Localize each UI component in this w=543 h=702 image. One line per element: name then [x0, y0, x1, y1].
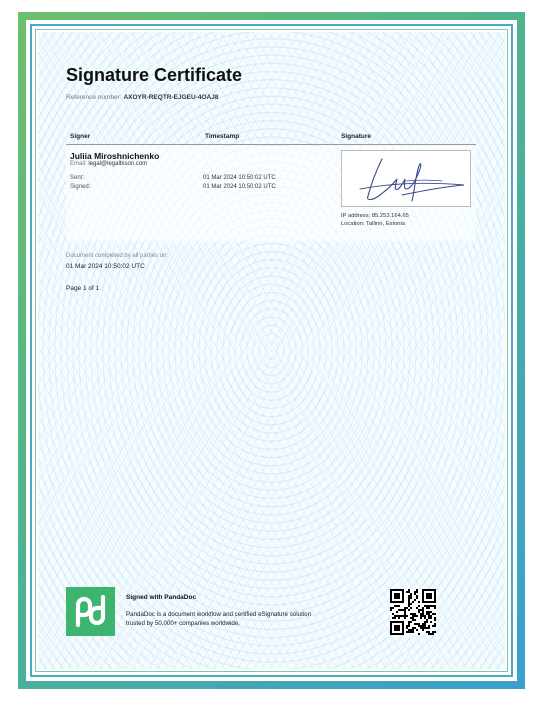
- page-number: Page 1 of 1: [66, 285, 100, 292]
- header-timestamp: Timestamp: [205, 133, 240, 140]
- sent-label: Sent:: [70, 175, 85, 181]
- completed-label: Document completed by all parties on:: [66, 253, 169, 259]
- pandadoc-title: Signed with PandaDoc: [126, 594, 197, 601]
- header-signer: Signer: [70, 133, 91, 140]
- signed-timestamp: 01 Mar 2024 10:50:02 UTC: [203, 184, 276, 190]
- signer-name: Juliia Miroshnichenko: [70, 151, 160, 161]
- page-title: Signature Certificate: [66, 65, 243, 85]
- reference-number: [66, 94, 218, 101]
- reference-value: AXOYR-REQTR-EJGEU-4OAJ8: [123, 94, 219, 101]
- pandadoc-description: PandaDoc is a document workflow and certified eSignature solution trusted by 50,000+ companies worldwide.: [126, 611, 312, 627]
- signer-email: [70, 161, 147, 167]
- signers-table-header: [66, 130, 476, 145]
- email-value: legal@legalbison.com: [88, 161, 148, 167]
- signer-ip-address: IP address: 85.253.164.65: [341, 213, 409, 219]
- qr-code-icon: [390, 589, 436, 635]
- sent-timestamp: 01 Mar 2024 10:50:02 UTC: [203, 175, 276, 181]
- signature-image: [341, 150, 471, 207]
- signed-label: Signed:: [70, 184, 91, 190]
- reference-label: Reference number:: [66, 94, 122, 101]
- header-signature: Signature: [341, 133, 371, 140]
- signer-location: Location: Tallinn, Estonia: [341, 221, 406, 227]
- email-label: Email:: [70, 161, 87, 167]
- pandadoc-logo-icon: [66, 587, 115, 636]
- completed-timestamp: 01 Mar 2024 10:50:02 UTC: [66, 263, 145, 270]
- handwritten-signature: [342, 151, 472, 208]
